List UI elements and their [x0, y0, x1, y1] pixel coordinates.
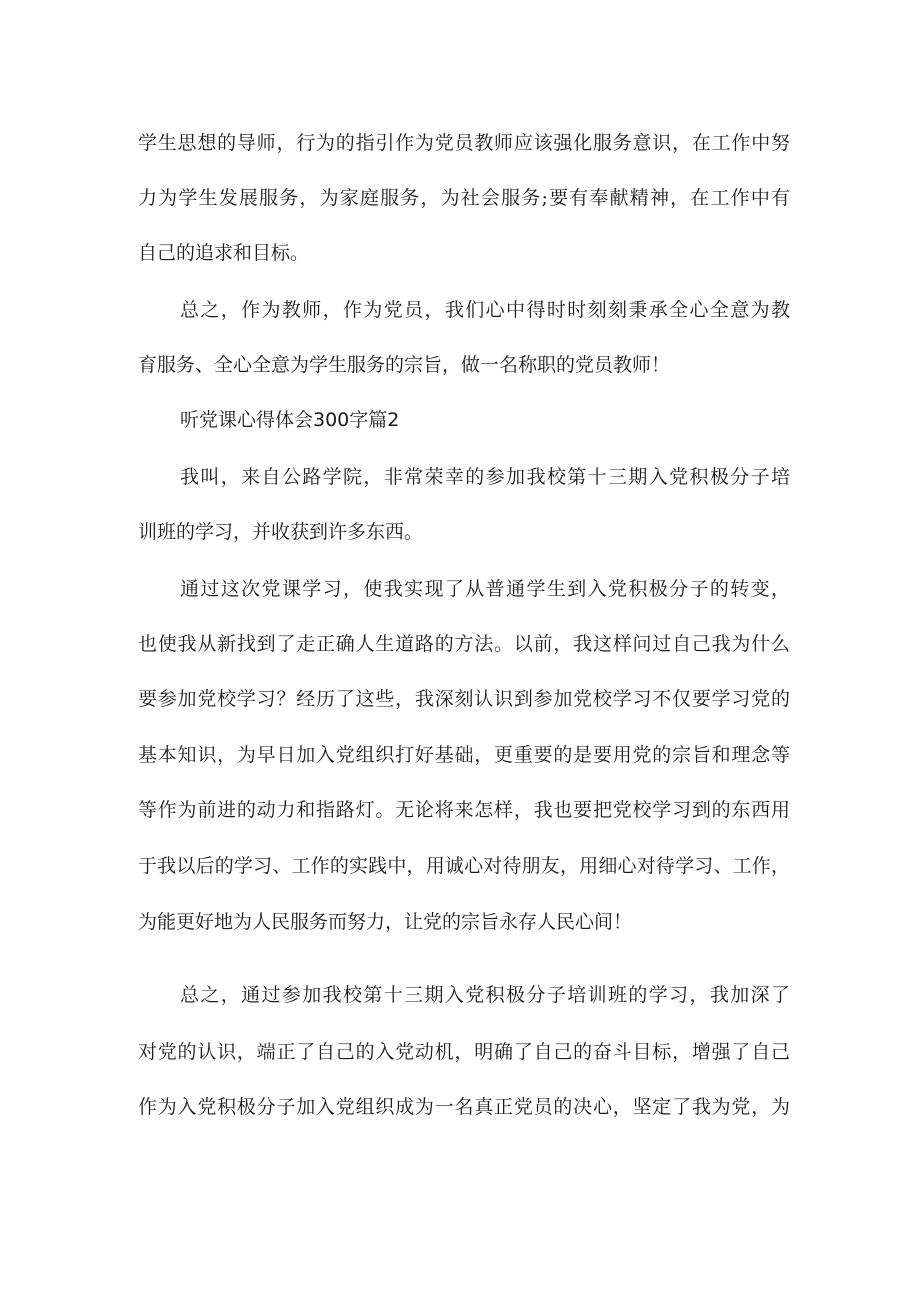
paragraph-5-line-2: 对党的认识，端正了自己的入党动机，明确了自己的奋斗目标，增强了自己 [138, 1041, 790, 1063]
paragraph-1-line-2: 力为学生发展服务，为家庭服务，为社会服务;要有奉献精神，在工作中有 [138, 187, 790, 209]
section-heading: 听党课心得体会300字篇2 [180, 409, 400, 431]
paragraph-1-line-3: 自己的追求和目标。 [138, 242, 310, 264]
paragraph-4-line-5: 等作为前进的动力和指路灯。无论将来怎样，我也要把党校学习到的东西用 [138, 799, 790, 821]
paragraph-3-line-1: 我叫，来自公路学院，非常荣幸的参加我校第十三期入党积极分子培 [180, 466, 790, 488]
paragraph-5-line-1: 总之，通过参加我校第十三期入党积极分子培训班的学习，我加深了 [180, 984, 790, 1006]
paragraph-4-line-7: 为能更好地为人民服务而努力，让党的宗旨永存人民心间！ [138, 911, 633, 933]
paragraph-3-line-2: 训班的学习，并收获到许多东西。 [138, 521, 424, 543]
paragraph-2-line-1: 总之，作为教师，作为党员，我们心中得时时刻刻秉承全心全意为教 [180, 299, 790, 321]
paragraph-4-line-6: 于我以后的学习、工作的实践中，用诚心对待朋友，用细心对待学习、工作， [138, 855, 790, 877]
paragraph-1-line-1: 学生思想的导师，行为的指引作为党员教师应该强化服务意识，在工作中努 [138, 132, 790, 154]
paragraph-2-line-2: 育服务、全心全意为学生服务的宗旨，做一名称职的党员教师！ [138, 354, 671, 376]
paragraph-5-line-3: 作为入党积极分子加入党组织成为一名真正党员的决心，坚定了我为党，为 [138, 1096, 790, 1118]
paragraph-4-line-3: 要参加党校学习？经历了这些，我深刻认识到参加党校学习不仅要学习党的 [138, 688, 790, 710]
paragraph-4-line-4: 基本知识，为早日加入党组织打好基础，更重要的是要用党的宗旨和理念等 [138, 744, 790, 766]
paragraph-4-line-2: 也使我从新找到了走正确人生道路的方法。以前，我这样问过自己我为什么 [138, 633, 790, 655]
paragraph-4-line-1: 通过这次党课学习，使我实现了从普通学生到入党积极分子的转变， [180, 578, 790, 600]
